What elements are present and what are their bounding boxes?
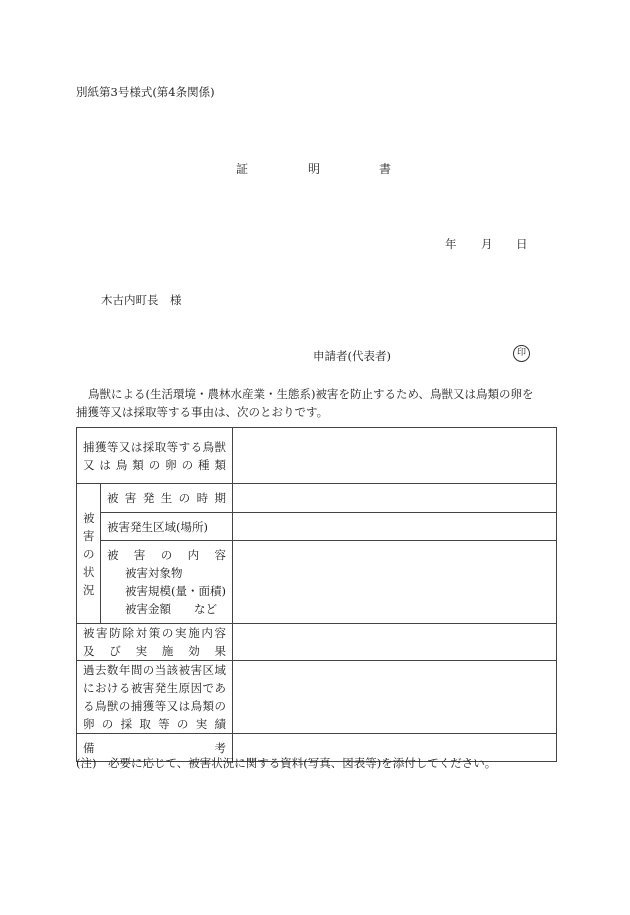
table-row <box>77 513 557 541</box>
form-number: 別紙第3号様式(第4条関係) <box>76 85 215 99</box>
applicant-label: 申請者(代表者) <box>313 349 391 363</box>
title-char-1: 証 <box>236 162 249 176</box>
countermeasures-line-1: 被害防除対策の実施内容 <box>83 626 226 640</box>
species-label-line-2: 又は鳥類の卵の種類 <box>83 457 226 472</box>
past-records-line-1: 過去数年間の当該被害区域 <box>83 663 226 677</box>
species-label-line-1: 捕獲等又は採取等する鳥獣 <box>83 439 226 454</box>
past-records-label <box>77 661 233 734</box>
damage-area-label <box>101 513 233 541</box>
damage-status-label <box>77 484 101 624</box>
damage-content-label <box>101 541 233 624</box>
species-value-cell[interactable] <box>233 428 557 484</box>
footnote: (注) 必要に応じて、被害状況に関する資料(写真、図表等)を添付してください。 <box>76 756 497 770</box>
past-records-value-cell[interactable] <box>233 661 557 734</box>
damage-period-text: 被害発生の時期 <box>107 491 226 505</box>
past-records-line-4: 卵の採取等の実績 <box>83 717 226 731</box>
damage-area-text: 被害発生区域(場所) <box>107 519 208 534</box>
date-month-label: 月 <box>481 237 493 251</box>
damage-status-char: 況 <box>83 582 95 597</box>
damage-period-label <box>101 484 233 513</box>
table-row <box>77 484 557 513</box>
countermeasures-value-cell[interactable] <box>233 624 557 661</box>
intro-line-2: 捕獲等又は採取等する事由は、次のとおりです。 <box>76 405 329 419</box>
intro-line-1: 鳥獣による(生活環境・農林水産業・生態系)被害を防止するため、鳥獣又は鳥類の卵を <box>88 387 534 401</box>
table-row <box>77 661 557 734</box>
damage-content-value-cell[interactable] <box>233 541 557 624</box>
damage-area-value-cell[interactable] <box>233 513 557 541</box>
damage-status-char: 状 <box>83 564 95 579</box>
table-row <box>77 428 557 484</box>
remarks-text: 備考 <box>83 740 226 755</box>
date-year-label: 年 <box>445 237 457 251</box>
species-label <box>77 428 233 484</box>
damage-content-line-4: 被害金額 など <box>125 602 217 616</box>
date-day-label: 日 <box>516 237 528 251</box>
damage-status-char: の <box>83 546 95 561</box>
countermeasures-label <box>77 624 233 661</box>
table-row <box>77 624 557 661</box>
title-char-3: 書 <box>379 162 392 176</box>
past-records-line-2: における被害発生原因であ <box>83 681 226 695</box>
damage-status-char: 害 <box>83 528 95 543</box>
table-row <box>77 541 557 624</box>
past-records-line-3: る鳥獣の捕獲等又は鳥類の <box>83 699 226 713</box>
seal-mark: 印 <box>513 345 530 362</box>
certificate-table <box>76 427 557 762</box>
intro-text <box>76 385 556 421</box>
damage-period-value-cell[interactable] <box>233 484 557 513</box>
damage-status-char: 被 <box>83 510 95 525</box>
title-char-2: 明 <box>308 162 321 176</box>
damage-content-line-3: 被害規模(量・面積) <box>125 584 226 598</box>
addressee: 木古内町長 様 <box>101 293 182 307</box>
damage-content-line-2: 被害対象物 <box>125 566 183 580</box>
countermeasures-line-2: 及び実施効果 <box>83 644 226 658</box>
damage-content-line-1: 被害の内容 <box>107 548 226 562</box>
